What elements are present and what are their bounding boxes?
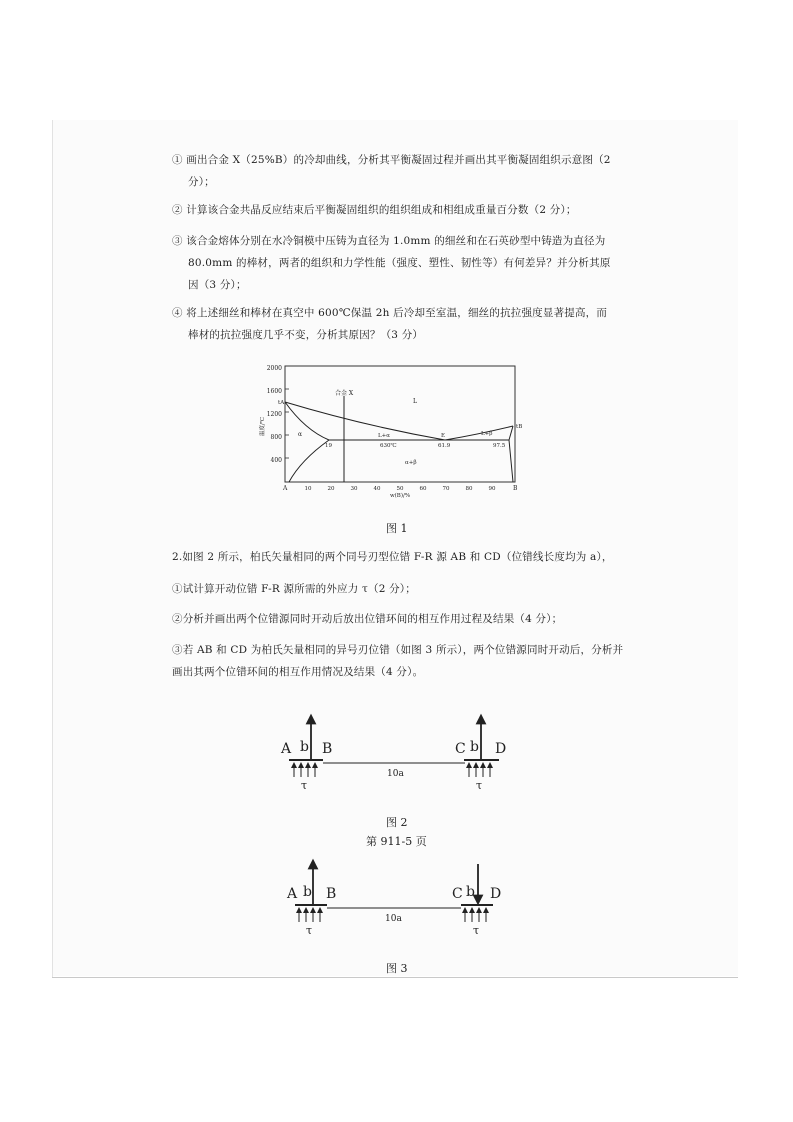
figure-2-caption: 图 2: [386, 816, 408, 829]
tB-label: tB: [516, 424, 523, 430]
label-C: C: [452, 886, 463, 902]
x-tick-10: 10: [304, 486, 312, 492]
question-1-part-3-line-1: ③ 该合金熔体分别在水冷铜模中压铸为直径为 1.0mm 的细丝和在石英砂型中铸造为直径为: [172, 235, 606, 247]
label-b-right: b: [470, 739, 479, 755]
label-D: D: [495, 741, 507, 757]
separation-label: 10a: [385, 914, 402, 924]
tau-left: τ: [306, 924, 313, 937]
solidus-right: [509, 426, 513, 440]
question-2-part-1: ①试计算开动位错 F-R 源所需的外应力 τ（2 分）；: [172, 583, 416, 595]
comp-19-label: 19: [325, 443, 332, 449]
comp-61-9-label: 61.9: [438, 443, 451, 449]
page-left-edge: [52, 120, 53, 977]
solidus-left: [285, 402, 329, 440]
label-D: D: [490, 886, 502, 902]
question-2-part-2: ②分析并画出两个位错源同时开动后放出位错环间的相互作用过程及结果（4 分）；: [172, 613, 563, 625]
figure-3-caption: 图 3: [386, 962, 408, 975]
x-tick-30: 30: [350, 486, 358, 492]
solvus-right: [509, 440, 513, 482]
tau-left: τ: [301, 779, 308, 792]
phase-diagram: [255, 358, 530, 498]
question-2-part-3-line-2: 画出其两个位错环间的相互作用情况及结果（4 分）。: [172, 666, 424, 678]
region-alpha-beta-label: α+β: [405, 460, 417, 466]
left-stress-arrows: [294, 765, 315, 777]
eutectic-point-label: E: [441, 433, 446, 439]
question-1-part-2: ② 计算该合金共晶反应结束后平衡凝固组织的组织组成和相组成重量百分数（2 分）；: [172, 204, 577, 216]
question-1-part-3-line-3: 因（3 分）；: [188, 279, 247, 291]
y-tick-2000: 2000: [266, 365, 282, 372]
tau-right: τ: [473, 924, 480, 937]
label-B: B: [322, 741, 333, 757]
left-stress-arrows: [299, 910, 320, 922]
label-C: C: [455, 741, 466, 757]
label-A: A: [281, 741, 292, 757]
region-L-label: L: [413, 398, 417, 405]
question-1-part-4-line-2: 棒材的抗拉强度几乎不变，分析其原因？（3 分）: [188, 329, 424, 341]
y-axis-label: 温度/℃: [260, 416, 266, 436]
eutectic-temp-label: 630℃: [380, 443, 397, 449]
label-A: A: [287, 886, 298, 902]
question-1-part-1-line-2: 分）；: [188, 176, 215, 188]
label-b-left: b: [303, 884, 312, 900]
figure-3-dislocation-sources: [275, 850, 520, 940]
separation-label: 10a: [387, 769, 404, 779]
page-number: 第 911-5 页: [366, 835, 427, 848]
x-end-left-label: A: [283, 485, 288, 492]
label-B: B: [326, 886, 337, 902]
right-stress-arrows: [465, 910, 486, 922]
question-2-part-3-line-1: ③若 AB 和 CD 为柏氏矢量相同的异号刃位错（如图 3 所示），两个位错源同时开动后，分析并: [172, 644, 624, 656]
right-stress-arrows: [469, 765, 490, 777]
figure-2-dislocation-sources: [275, 705, 520, 795]
page-bottom-edge: [52, 977, 738, 978]
tau-right: τ: [476, 779, 483, 792]
label-b-left: b: [300, 739, 309, 755]
x-tick-40: 40: [373, 486, 381, 492]
comp-97-5-label: 97.5: [493, 443, 506, 449]
y-tick-800: 800: [270, 434, 282, 441]
x-axis-label: w(B)/%: [389, 493, 411, 498]
region-L-alpha-label: L+α: [378, 433, 390, 439]
x-tick-90: 90: [488, 486, 496, 492]
x-tick-70: 70: [442, 486, 450, 492]
x-tick-20: 20: [327, 486, 335, 492]
y-tick-400: 400: [270, 457, 282, 464]
x-tick-80: 80: [465, 486, 473, 492]
tA-label: tA: [278, 400, 285, 406]
alloy-x-label: 合金 X: [335, 390, 354, 397]
y-tick-1600: 1600: [266, 388, 282, 395]
label-b-right: b: [466, 884, 475, 900]
question-1-part-3-line-2: 80.0mm 的棒材，两者的组织和力学性能（强度、塑性、韧性等）有何差异？并分析其原: [188, 257, 611, 269]
solvus-left: [289, 440, 329, 482]
question-1-part-1-line-1: ① 画出合金 X（25%B）的冷却曲线，分析其平衡凝固过程并画出其平衡凝固组织示意图（2: [172, 154, 611, 166]
liquidus-left: [285, 402, 445, 440]
x-tick-50: 50: [396, 486, 404, 492]
figure-1-caption: 图 1: [386, 522, 408, 535]
x-end-right-label: B: [513, 485, 518, 492]
y-tick-1200: 1200: [266, 411, 282, 418]
region-alpha-label: α: [298, 431, 303, 438]
phase-diagram-frame: [285, 366, 515, 482]
x-tick-60: 60: [419, 486, 427, 492]
question-2-intro: 2.如图 2 所示，柏氏矢量相同的两个同号刃型位错 F-R 源 AB 和 CD（位错线长度均为 a），: [172, 551, 613, 563]
region-L-beta-label: L+β: [481, 431, 493, 437]
question-1-part-4-line-1: ④ 将上述细丝和棒材在真空中 600℃保温 2h 后冷却至室温，细丝的抗拉强度显著提高，而: [172, 307, 608, 319]
liquidus-right: [445, 426, 513, 440]
